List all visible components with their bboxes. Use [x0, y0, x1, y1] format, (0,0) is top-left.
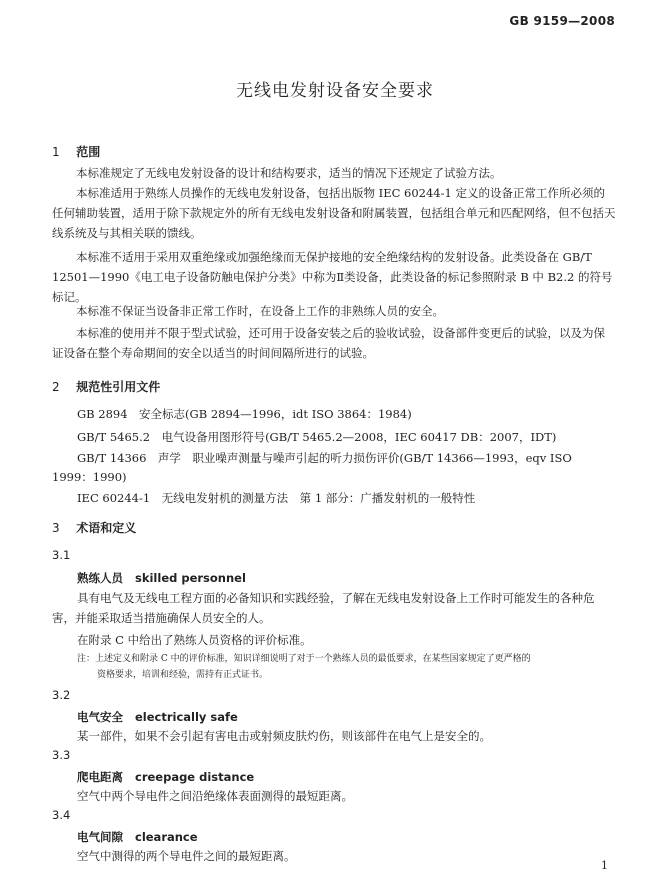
term-definition: 某一部件，如果不会引起有害电击或射频皮肤灼伤，则该部件在电气上是安全的。: [77, 729, 491, 743]
standard-number: GB 9159—2008: [509, 14, 615, 28]
term-number: 3.1: [52, 548, 71, 562]
note-line: 资格要求，培训和经验，需持有正式证书。: [97, 670, 269, 680]
reference-item: GB/T 14366 声学 职业噪声测量与噪声引起的听力损伤评价(GB/T 14366—1993，eqv ISO 1999：1990): [52, 451, 572, 484]
term-zh: 电气间隙: [77, 830, 123, 844]
term-zh: 电气安全: [77, 710, 123, 724]
term-en: skilled personnel: [135, 571, 246, 585]
section-number: 1: [52, 145, 60, 159]
section-3-heading: [52, 519, 136, 536]
term-en: electrically safe: [135, 710, 238, 724]
section-1-heading: [52, 143, 100, 160]
section-2-heading: [52, 378, 160, 395]
reference-item: GB 2894 安全标志(GB 2894—1996，idt ISO 3864：1984): [77, 407, 412, 421]
page-number: 1: [601, 859, 608, 872]
term-zh: 爬电距离: [77, 770, 123, 784]
term-heading: [77, 570, 246, 586]
reference-item: IEC 60244-1 无线电发射机的测量方法 第 1 部分：广播发射机的一般特性: [77, 491, 476, 505]
term-definition: 空气中测得的两个导电件之间的最短距离。: [77, 849, 296, 863]
section-title: 术语和定义: [76, 521, 137, 535]
term-en: creepage distance: [135, 770, 255, 784]
paragraph: 本标准不适用于采用双重绝缘或加强绝缘而无保护接地的安全绝缘结构的发射设备。此类设备在 GB/T 12501—1990《电工电子设备防触电保护分类》中称为Ⅱ类设备，此类设备的标记参照附录 B 中 B2.2 的符号标记。: [52, 250, 613, 304]
term-en: clearance: [135, 830, 198, 844]
note-line: 注：上述定义和附录 C 中的评价标准，知识详细说明了对于一个熟练人员的最低要求，在某些国家规定了更严格的: [77, 654, 531, 664]
paragraph: 本标准规定了无线电发射设备的设计和结构要求，适当的情况下还规定了试验方法。: [76, 166, 502, 180]
reference-item: GB/T 5465.2 电气设备用图形符号(GB/T 5465.2—2008，IEC 60417 DB：2007，IDT): [77, 430, 557, 444]
document-title: 无线电发射设备安全要求: [236, 81, 434, 101]
term-heading: [77, 709, 238, 725]
term-definition: 空气中两个导电件之间沿绝缘体表面测得的最短距离。: [77, 789, 353, 803]
paragraph: 本标准不保证当设备非正常工作时，在设备上工作的非熟练人员的安全。: [76, 304, 444, 318]
section-title: 规范性引用文件: [76, 380, 161, 394]
section-number: 2: [52, 380, 60, 394]
term-heading: [77, 829, 198, 845]
term-definition: 具有电气及无线电工程方面的必备知识和实践经验，了解在无线电发射设备上工作时可能发生的各种危害，并能采取适当措施确保人员安全的人。: [52, 591, 595, 625]
term-zh: 熟练人员: [77, 571, 123, 585]
paragraph: 本标准的使用并不限于型式试验，还可用于设备安装之后的验收试验，设备部件变更后的试验，以及为保证设备在整个寿命期间的安全以适当的时间间隔所进行的试验。: [52, 326, 605, 360]
section-title: 范围: [76, 145, 101, 159]
paragraph: 本标准适用于熟练人员操作的无线电发射设备，包括出版物 IEC 60244-1 定义的设备正常工作所必须的任何辅助装置，适用于除下款规定外的所有无线电发射设备和附属装置，包括组合单元和匹配网络，但不包括天线系统及与其相关联的馈线。: [52, 186, 616, 240]
term-number: 3.2: [52, 688, 71, 702]
term-number: 3.3: [52, 748, 71, 762]
section-number: 3: [52, 521, 60, 535]
term-heading: [77, 769, 254, 785]
term-number: 3.4: [52, 808, 71, 822]
note: [77, 651, 622, 683]
term-definition: 在附录 C 中给出了熟练人员资格的评价标准。: [77, 633, 312, 647]
